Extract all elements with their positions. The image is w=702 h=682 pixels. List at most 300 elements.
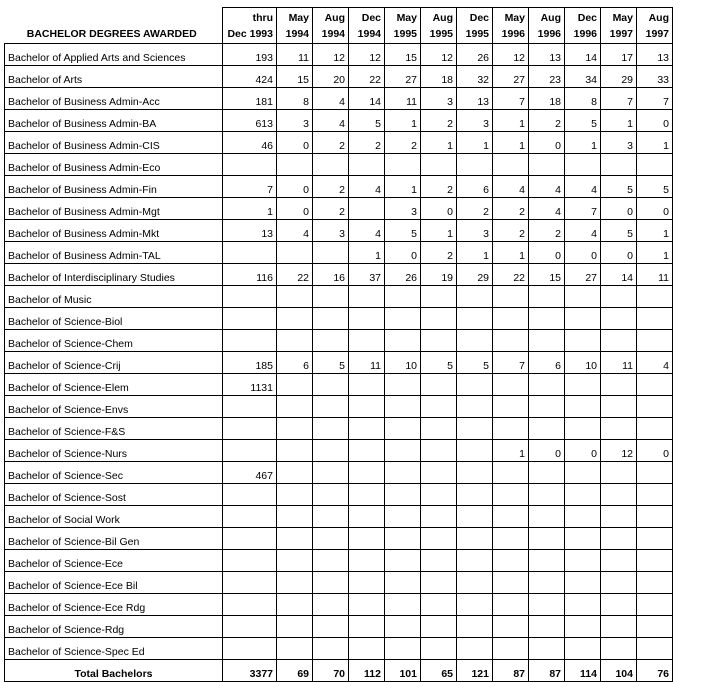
count-cell: 0 [601, 198, 637, 220]
count-cell [529, 374, 565, 396]
count-cell: 6 [457, 176, 493, 198]
count-cell: 185 [223, 352, 277, 374]
count-cell [313, 638, 349, 660]
count-cell: 11 [601, 352, 637, 374]
count-cell [637, 154, 673, 176]
count-cell: 424 [223, 66, 277, 88]
count-cell: 4 [565, 176, 601, 198]
count-cell [349, 396, 385, 418]
count-cell [421, 484, 457, 506]
count-cell: 4 [277, 220, 313, 242]
count-cell: 193 [223, 44, 277, 66]
count-cell: 12 [313, 44, 349, 66]
table-row [5, 396, 673, 418]
table-row [5, 176, 673, 198]
count-cell: 12 [421, 44, 457, 66]
count-cell [313, 616, 349, 638]
column-header: May 1995 [385, 8, 421, 44]
count-cell [637, 418, 673, 440]
count-cell [349, 440, 385, 462]
count-cell [637, 638, 673, 660]
table-row [5, 330, 673, 352]
count-cell [223, 308, 277, 330]
count-cell [601, 418, 637, 440]
count-cell: 2 [421, 242, 457, 264]
count-cell: 1 [493, 440, 529, 462]
count-cell [601, 308, 637, 330]
count-cell [565, 286, 601, 308]
count-cell [277, 616, 313, 638]
count-cell: 23 [529, 66, 565, 88]
count-cell: 16 [313, 264, 349, 286]
table-row [5, 616, 673, 638]
count-cell: 11 [385, 88, 421, 110]
count-cell [457, 616, 493, 638]
count-cell: 2 [385, 132, 421, 154]
count-cell [277, 440, 313, 462]
count-cell [565, 396, 601, 418]
count-cell [277, 572, 313, 594]
count-cell: 1 [421, 132, 457, 154]
count-cell: 7 [493, 88, 529, 110]
count-cell [601, 550, 637, 572]
count-cell [601, 484, 637, 506]
count-cell [313, 286, 349, 308]
count-cell: 0 [565, 242, 601, 264]
degree-name: Bachelor of Science-Ece Rdg [5, 594, 223, 616]
count-cell [421, 638, 457, 660]
count-cell [385, 528, 421, 550]
count-cell: 27 [565, 264, 601, 286]
count-cell [601, 616, 637, 638]
count-cell [277, 528, 313, 550]
total-cell: 87 [493, 660, 529, 682]
count-cell [277, 242, 313, 264]
count-cell: 4 [313, 88, 349, 110]
table-body [5, 44, 673, 660]
count-cell: 11 [637, 264, 673, 286]
count-cell [493, 506, 529, 528]
count-cell: 1 [637, 132, 673, 154]
count-cell [223, 550, 277, 572]
count-cell [493, 528, 529, 550]
count-cell [223, 484, 277, 506]
table-row [5, 374, 673, 396]
count-cell: 32 [457, 66, 493, 88]
count-cell [277, 418, 313, 440]
count-cell [601, 374, 637, 396]
count-cell [529, 462, 565, 484]
count-cell: 12 [349, 44, 385, 66]
count-cell: 5 [385, 220, 421, 242]
count-cell [565, 308, 601, 330]
count-cell: 3 [277, 110, 313, 132]
degree-name: Bachelor of Science-Rdg [5, 616, 223, 638]
count-cell: 26 [457, 44, 493, 66]
count-cell: 4 [493, 176, 529, 198]
count-cell [601, 462, 637, 484]
count-cell: 7 [565, 198, 601, 220]
count-cell [385, 396, 421, 418]
count-cell [601, 638, 637, 660]
table-row [5, 528, 673, 550]
totals-label: Total Bachelors [5, 660, 223, 682]
count-cell [637, 484, 673, 506]
count-cell: 1 [457, 242, 493, 264]
column-header: May 1996 [493, 8, 529, 44]
count-cell [565, 330, 601, 352]
count-cell [637, 286, 673, 308]
count-cell [493, 484, 529, 506]
count-cell [529, 572, 565, 594]
count-cell: 5 [349, 110, 385, 132]
count-cell [349, 594, 385, 616]
degree-name: Bachelor of Business Admin-CIS [5, 132, 223, 154]
count-cell: 22 [493, 264, 529, 286]
count-cell [313, 550, 349, 572]
table-row [5, 352, 673, 374]
count-cell: 1 [493, 132, 529, 154]
header-row [5, 8, 673, 44]
count-cell [313, 440, 349, 462]
count-cell [421, 330, 457, 352]
total-cell: 114 [565, 660, 601, 682]
count-cell [313, 594, 349, 616]
count-cell: 1 [637, 220, 673, 242]
count-cell: 2 [313, 176, 349, 198]
degree-name: Bachelor of Business Admin-Fin [5, 176, 223, 198]
count-cell: 37 [349, 264, 385, 286]
total-cell: 65 [421, 660, 457, 682]
count-cell [313, 484, 349, 506]
total-cell: 76 [637, 660, 673, 682]
count-cell: 0 [565, 440, 601, 462]
count-cell: 14 [349, 88, 385, 110]
count-cell: 3 [421, 88, 457, 110]
count-cell: 22 [277, 264, 313, 286]
table-row [5, 132, 673, 154]
table-row [5, 418, 673, 440]
count-cell [277, 594, 313, 616]
degree-name: Bachelor of Science-Ece [5, 550, 223, 572]
count-cell [223, 330, 277, 352]
count-cell [421, 616, 457, 638]
count-cell: 1 [385, 110, 421, 132]
count-cell: 1 [601, 110, 637, 132]
count-cell [223, 286, 277, 308]
count-cell [277, 154, 313, 176]
count-cell: 2 [493, 198, 529, 220]
count-cell: 0 [277, 132, 313, 154]
count-cell: 2 [529, 220, 565, 242]
degree-name: Bachelor of Science-Chem [5, 330, 223, 352]
count-cell: 14 [601, 264, 637, 286]
count-cell: 3 [313, 220, 349, 242]
count-cell: 0 [277, 198, 313, 220]
table-row [5, 506, 673, 528]
count-cell [385, 418, 421, 440]
count-cell: 4 [349, 220, 385, 242]
count-cell [493, 308, 529, 330]
count-cell: 0 [637, 440, 673, 462]
count-cell: 0 [637, 198, 673, 220]
degree-name: Bachelor of Business Admin-Mgt [5, 198, 223, 220]
total-cell: 70 [313, 660, 349, 682]
count-cell: 1 [349, 242, 385, 264]
total-cell: 87 [529, 660, 565, 682]
count-cell [313, 462, 349, 484]
count-cell [529, 418, 565, 440]
count-cell: 7 [601, 88, 637, 110]
count-cell [529, 550, 565, 572]
count-cell: 5 [637, 176, 673, 198]
table-row [5, 44, 673, 66]
count-cell [277, 484, 313, 506]
count-cell [223, 638, 277, 660]
count-cell [529, 154, 565, 176]
count-cell [457, 286, 493, 308]
column-header: Aug 1996 [529, 8, 565, 44]
count-cell [421, 572, 457, 594]
count-cell [457, 528, 493, 550]
count-cell [457, 462, 493, 484]
count-cell: 1 [385, 176, 421, 198]
degree-name: Bachelor of Interdisciplinary Studies [5, 264, 223, 286]
total-cell: 104 [601, 660, 637, 682]
count-cell [223, 616, 277, 638]
count-cell [277, 330, 313, 352]
count-cell [457, 396, 493, 418]
count-cell [493, 594, 529, 616]
table-row [5, 88, 673, 110]
count-cell: 0 [529, 242, 565, 264]
count-cell [637, 396, 673, 418]
count-cell [385, 616, 421, 638]
count-cell [349, 154, 385, 176]
count-cell: 33 [637, 66, 673, 88]
count-cell [493, 462, 529, 484]
count-cell: 0 [385, 242, 421, 264]
count-cell [349, 550, 385, 572]
count-cell [457, 308, 493, 330]
count-cell: 1 [637, 242, 673, 264]
count-cell: 7 [493, 352, 529, 374]
count-cell [349, 308, 385, 330]
table-row [5, 484, 673, 506]
degree-name: Bachelor of Business Admin-BA [5, 110, 223, 132]
table-row [5, 264, 673, 286]
count-cell [637, 330, 673, 352]
count-cell: 3 [457, 220, 493, 242]
count-cell [223, 396, 277, 418]
degree-name: Bachelor of Science-Biol [5, 308, 223, 330]
count-cell [313, 396, 349, 418]
count-cell: 7 [637, 88, 673, 110]
count-cell [565, 418, 601, 440]
count-cell [565, 572, 601, 594]
count-cell: 22 [349, 66, 385, 88]
count-cell [565, 374, 601, 396]
count-cell [313, 374, 349, 396]
count-cell: 5 [601, 220, 637, 242]
degree-name: Bachelor of Science-Sec [5, 462, 223, 484]
count-cell [529, 638, 565, 660]
column-header: Dec 1996 [565, 8, 601, 44]
column-header: Aug 1997 [637, 8, 673, 44]
count-cell [349, 462, 385, 484]
degree-name: Bachelor of Music [5, 286, 223, 308]
count-cell: 27 [493, 66, 529, 88]
count-cell: 1131 [223, 374, 277, 396]
column-header: thru Dec 1993 [223, 8, 277, 44]
count-cell: 5 [565, 110, 601, 132]
count-cell [313, 242, 349, 264]
count-cell: 3 [457, 110, 493, 132]
count-cell: 13 [637, 44, 673, 66]
count-cell [529, 594, 565, 616]
degree-name: Bachelor of Science-Envs [5, 396, 223, 418]
count-cell [529, 330, 565, 352]
count-cell [493, 418, 529, 440]
count-cell [385, 286, 421, 308]
count-cell: 5 [457, 352, 493, 374]
count-cell [457, 594, 493, 616]
count-cell [385, 572, 421, 594]
count-cell [223, 594, 277, 616]
count-cell [565, 638, 601, 660]
table-row [5, 594, 673, 616]
count-cell: 34 [565, 66, 601, 88]
column-header: Aug 1994 [313, 8, 349, 44]
count-cell: 1 [565, 132, 601, 154]
count-cell [565, 528, 601, 550]
count-cell: 20 [313, 66, 349, 88]
count-cell: 11 [277, 44, 313, 66]
count-cell [421, 396, 457, 418]
count-cell [637, 594, 673, 616]
total-cell: 112 [349, 660, 385, 682]
count-cell: 5 [421, 352, 457, 374]
count-cell [349, 484, 385, 506]
count-cell [529, 506, 565, 528]
count-cell: 11 [349, 352, 385, 374]
count-cell [223, 440, 277, 462]
count-cell [421, 550, 457, 572]
count-cell [223, 242, 277, 264]
count-cell [421, 506, 457, 528]
count-cell: 613 [223, 110, 277, 132]
count-cell [601, 154, 637, 176]
count-cell: 3 [601, 132, 637, 154]
count-cell [493, 638, 529, 660]
count-cell [529, 616, 565, 638]
count-cell: 0 [529, 132, 565, 154]
total-cell: 121 [457, 660, 493, 682]
count-cell [565, 506, 601, 528]
count-cell [637, 506, 673, 528]
count-cell: 8 [277, 88, 313, 110]
count-cell [223, 506, 277, 528]
count-cell [421, 154, 457, 176]
count-cell [421, 528, 457, 550]
count-cell: 12 [601, 440, 637, 462]
count-cell [313, 154, 349, 176]
table-title: BACHELOR DEGREES AWARDED [5, 8, 223, 44]
count-cell [637, 374, 673, 396]
table-row [5, 154, 673, 176]
count-cell [223, 528, 277, 550]
count-cell [349, 528, 385, 550]
column-header: Dec 1994 [349, 8, 385, 44]
count-cell: 2 [349, 132, 385, 154]
table-row [5, 638, 673, 660]
count-cell [313, 506, 349, 528]
count-cell [493, 550, 529, 572]
count-cell [457, 572, 493, 594]
count-cell [421, 308, 457, 330]
count-cell: 4 [637, 352, 673, 374]
count-cell: 29 [601, 66, 637, 88]
degree-name: Bachelor of Science-Bil Gen [5, 528, 223, 550]
count-cell: 1 [493, 110, 529, 132]
count-cell [637, 528, 673, 550]
count-cell: 1 [421, 220, 457, 242]
count-cell [349, 572, 385, 594]
count-cell: 1 [457, 132, 493, 154]
count-cell [223, 572, 277, 594]
total-cell: 69 [277, 660, 313, 682]
count-cell [529, 286, 565, 308]
degree-name: Bachelor of Science-Sost [5, 484, 223, 506]
count-cell [313, 330, 349, 352]
count-cell [421, 440, 457, 462]
count-cell [421, 594, 457, 616]
count-cell [385, 330, 421, 352]
table-row [5, 550, 673, 572]
degree-name: Bachelor of Science-Spec Ed [5, 638, 223, 660]
count-cell [277, 308, 313, 330]
table-row [5, 66, 673, 88]
degree-name: Bachelor of Social Work [5, 506, 223, 528]
count-cell [421, 286, 457, 308]
count-cell [385, 440, 421, 462]
count-cell [385, 638, 421, 660]
column-header: May 1997 [601, 8, 637, 44]
count-cell [493, 330, 529, 352]
count-cell [277, 462, 313, 484]
count-cell: 2 [457, 198, 493, 220]
count-cell [601, 594, 637, 616]
count-cell [313, 308, 349, 330]
count-cell: 0 [529, 440, 565, 462]
count-cell [385, 374, 421, 396]
count-cell: 0 [601, 242, 637, 264]
table-row [5, 110, 673, 132]
count-cell [385, 484, 421, 506]
count-cell: 18 [421, 66, 457, 88]
degree-name: Bachelor of Science-Crij [5, 352, 223, 374]
count-cell: 1 [223, 198, 277, 220]
count-cell [457, 440, 493, 462]
count-cell [277, 638, 313, 660]
count-cell [565, 550, 601, 572]
table-row [5, 242, 673, 264]
count-cell: 2 [421, 176, 457, 198]
count-cell [277, 396, 313, 418]
count-cell [529, 528, 565, 550]
count-cell: 3 [385, 198, 421, 220]
count-cell: 10 [565, 352, 601, 374]
